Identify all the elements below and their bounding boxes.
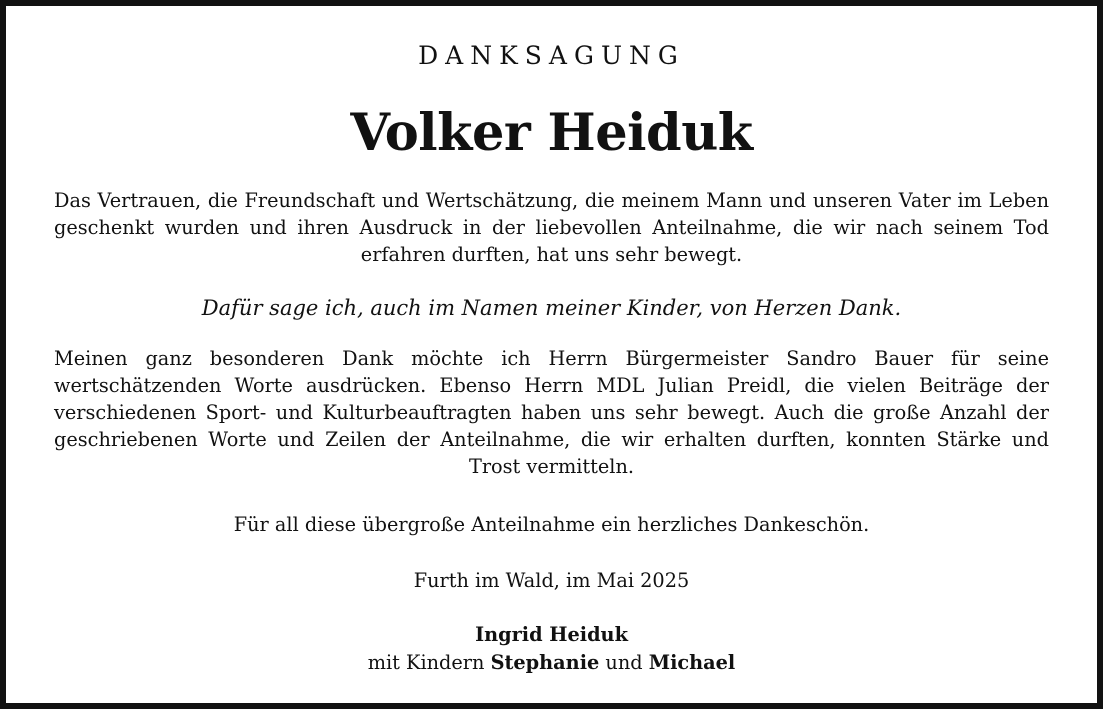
children-prefix: mit Kindern xyxy=(367,651,485,674)
intro-paragraph: Das Vertrauen, die Freundschaft und Wertschätzung, die meinem Mann und unseren Vater im Leben geschenkt wurden und ihren Ausdruck in der liebevollen Anteilnahme, die wir nach seinem Tod erfahren durften, hat uns sehr bewegt. xyxy=(54,189,1049,266)
place-date: Furth im Wald, im Mai 2025 xyxy=(413,569,690,592)
closing-line: Für all diese übergroße Anteilnahme ein herzliches Dankeschön. xyxy=(233,513,870,536)
children-conjunction: und xyxy=(605,651,643,674)
notice-heading: DANKSAGUNG xyxy=(418,41,685,70)
body-paragraph: Meinen ganz besonderen Dank möchte ich Herrn Bürgermeister Sandro Bauer für seine wertschätzenden Worte ausdrücken. Ebenso Herrn MDL Julian Preidl, die vielen Beiträge der verschiedenen Sport- und Kulturbeauftragten haben uns sehr bewegt. Auch die große Anzahl der geschriebenen Worte und Zeilen der Anteilnahme, die wir erhalten durften, konnten Stärke und Trost vermitteln. xyxy=(54,347,1049,478)
child-name-1: Stephanie xyxy=(490,651,600,674)
child-name-2: Michael xyxy=(648,651,736,674)
signature-name: Ingrid Heiduk xyxy=(475,623,628,646)
thanks-line: Dafür sage ich, auch im Namen meiner Kinder, von Herzen Dank. xyxy=(201,296,902,320)
signature-children-line xyxy=(54,649,1049,676)
notice-content xyxy=(54,6,1049,703)
deceased-name: Volker Heiduk xyxy=(350,103,753,163)
